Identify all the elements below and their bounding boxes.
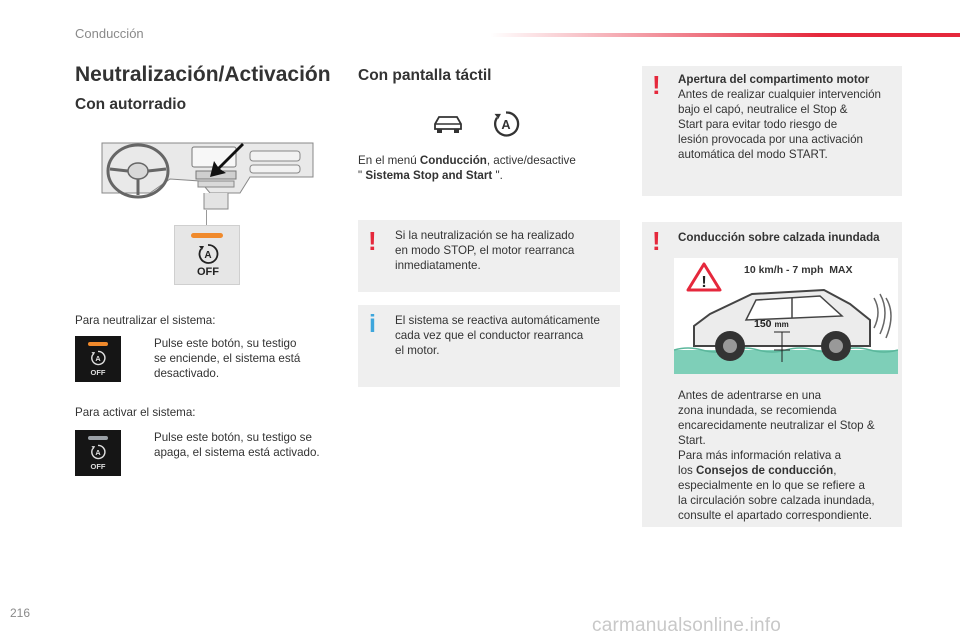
button-off-label: OFF [197,266,219,278]
warning-icon: ! [652,70,661,100]
auto-start-icon [197,243,219,265]
page-title: Neutralización/Activación [75,63,331,86]
warning-stop-box [358,220,620,292]
auto-start-icon [90,350,106,366]
warning-engine-text: Apertura del compartimento motor Antes de realizar cualquier intervención bajo el capó, neutralice el Stop & Start para evitar todo riesgo de lesión provocada por una activación automática del modo START. [678,73,882,161]
flood-illustration [674,258,898,374]
warning-icon: ! [368,226,377,256]
activate-step: Pulse este botón, su testigo se apaga, el sistema está activado. [154,431,320,459]
car-outline-icon [432,112,464,136]
stop-start-button-off [75,430,121,476]
warning-stop-text: Si la neutralización se ha realizado en modo STOP, el motor rearranca inmediatamente. [395,229,575,272]
warning-flood-title: Conducción sobre calzada inundada [678,231,880,244]
warning-flood-box [642,222,902,527]
svg-text:A: A [95,353,101,363]
touchscreen-heading: Con pantalla táctil [358,67,492,84]
speed-limit-label: 10 km/h - 7 mph MAX [744,264,853,276]
button-led-off [88,436,108,440]
dashboard-illustration [100,135,315,215]
svg-text:A: A [95,447,101,457]
stop-start-button-large [174,225,240,285]
activate-intro: Para activar el sistema: [75,406,196,419]
page-number: 216 [10,606,31,620]
radio-heading: Con autorradio [75,96,187,113]
svg-text:A: A [501,117,511,133]
auto-start-icon [90,444,106,460]
info-icon: i [369,310,376,338]
neutralize-intro: Para neutralizar el sistema: [75,314,216,327]
svg-text:A: A [204,250,212,261]
neutralize-step: Pulse este botón, su testigo se enciende, el sistema está desactivado. [154,337,301,380]
button-off-label: OFF [90,462,106,471]
info-reactivate-box [358,305,620,387]
svg-text:!: ! [701,274,707,291]
warning-engine-box [642,66,902,196]
watermark: carmanualsonline.info [592,615,782,636]
button-off-label: OFF [90,368,106,377]
button-led-on [88,342,108,346]
warning-icon: ! [652,226,661,256]
info-reactivate-text: El sistema se reactiva automáticamente cada vez que el conductor rearranca el motor. [395,314,600,357]
depth-label: 150 mm [754,318,789,330]
header-divider [490,33,960,37]
auto-start-icon [492,110,520,138]
button-led-on [191,233,223,238]
touchscreen-instructions: En el menú Conducción, active/desactive " Sistema Stop and Start ". [358,154,576,182]
stop-start-button-on [75,336,121,382]
warning-flood-text: Antes de adentrarse en una zona inundada, se recomienda encarecidamente neutralizar el Stop & Start. Para más información relativa a los Consejos de conducción, especialmente en lo que se refiere a la circulación sobre calzada inundada, consulte el apartado correspondiente. [678,389,875,522]
section-title: Conducción [75,26,144,41]
